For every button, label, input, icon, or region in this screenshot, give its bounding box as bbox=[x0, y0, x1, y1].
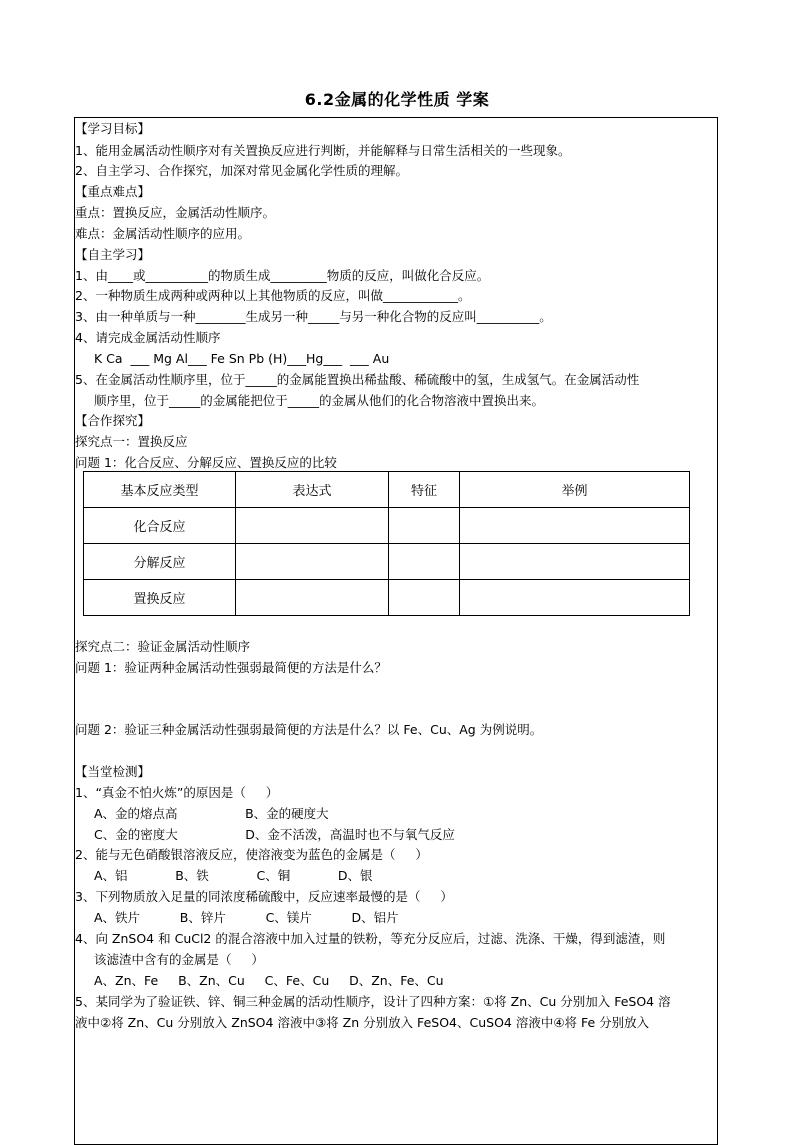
text-line: 4、请完成金属活动性顺序 bbox=[75, 330, 221, 345]
question-line: 问题 2：验证三种金属活动性强弱最简便的方法是什么？以 Fe、Cu、Ag 为例说明。 bbox=[75, 722, 543, 737]
option-line: A、铁片 B、锌片 C、镁片 D、铝片 bbox=[94, 910, 399, 925]
subsection-heading: 探究点二：验证金属活动性顺序 bbox=[75, 639, 251, 654]
option-line: A、金的熔点高 B、金的硬度大 bbox=[94, 806, 329, 821]
table-cell bbox=[236, 508, 389, 544]
option-line: A、铝 B、铁 C、铜 D、银 bbox=[94, 868, 373, 883]
question-line: 5、某同学为了验证铁、锌、铜三种金属的活动性顺序，设计了四种方案：①将 Zn、Cu 分别加入 FeSO4 溶 bbox=[75, 994, 671, 1009]
text-line: 难点：金属活动性顺序的应用。 bbox=[75, 226, 251, 241]
table-header-cell: 基本反应类型 bbox=[84, 472, 236, 508]
table-row bbox=[84, 544, 690, 580]
page-title: 6.2金属的化学性质 学案 bbox=[304, 90, 490, 109]
text-line: 5、在金属活动性顺序里，位于_____的金属能置换出稀盐酸、稀硫酸中的氢，生成氢气。在金属活动性 bbox=[75, 372, 640, 387]
section-heading: 【合作探究】 bbox=[75, 413, 151, 428]
text-line: 3、由一种单质与一种________生成另一种_____与另一种化合物的反应叫__________。 bbox=[75, 309, 552, 324]
table-cell: 置换反应 bbox=[84, 580, 236, 616]
section-heading: 【重点难点】 bbox=[75, 184, 151, 199]
question-line: 液中②将 Zn、Cu 分别放入 ZnSO4 溶液中③将 Zn 分别放入 FeSO4、CuSO4 溶液中④将 Fe 分别放入 bbox=[75, 1015, 650, 1030]
table-cell bbox=[460, 508, 690, 544]
text-line: 2、一种物质生成两种或两种以上其他物质的反应，叫做____________。 bbox=[75, 288, 471, 303]
question-line: 该滤渣中含有的金属是（ ） bbox=[94, 952, 264, 967]
text-line: 顺序里，位于_____的金属能把位于_____的金属从他们的化合物溶液中置换出来。 bbox=[94, 393, 545, 408]
table-cell bbox=[236, 544, 389, 580]
question-line: 1、“真金不怕火炼”的原因是（ ） bbox=[75, 785, 279, 800]
activity-series-line: K Ca ___ Mg Al___ Fe Sn Pb (H)___Hg___ ___ Au bbox=[94, 351, 390, 366]
table-header-cell: 特征 bbox=[389, 472, 460, 508]
table-row bbox=[84, 508, 690, 544]
text-line: 1、能用金属活动性顺序对有关置换反应进行判断，并能解释与日常生活相关的一些现象。 bbox=[75, 143, 571, 158]
section-heading: 【当堂检测】 bbox=[75, 764, 151, 779]
question-line: 问题 1：化合反应、分解反应、置换反应的比较 bbox=[75, 455, 337, 470]
section-heading: 【自主学习】 bbox=[75, 247, 151, 262]
table-cell bbox=[460, 580, 690, 616]
option-line: A、Zn、Fe B、Zn、Cu C、Fe、Cu D、Zn、Fe、Cu bbox=[94, 973, 444, 988]
table-cell bbox=[236, 580, 389, 616]
section-heading: 【学习目标】 bbox=[75, 121, 151, 136]
text-line: 重点：置换反应，金属活动性顺序。 bbox=[75, 205, 276, 220]
table-cell: 化合反应 bbox=[84, 508, 236, 544]
comparison-table bbox=[83, 471, 690, 616]
table-header-row bbox=[84, 472, 690, 508]
table-cell bbox=[389, 580, 460, 616]
table-row bbox=[84, 580, 690, 616]
table-cell bbox=[389, 544, 460, 580]
question-line: 2、能与无色硝酸银溶液反应，使溶液变为蓝色的金属是（ ） bbox=[75, 847, 428, 862]
subsection-heading: 探究点一：置换反应 bbox=[75, 434, 188, 449]
text-line: 2、自主学习、合作探究，加深对常见金属化学性质的理解。 bbox=[75, 163, 408, 178]
question-line: 问题 1：验证两种金属活动性强弱最简便的方法是什么？ bbox=[75, 660, 387, 675]
table-cell bbox=[389, 508, 460, 544]
option-line: C、金的密度大 D、金不活泼，高温时也不与氧气反应 bbox=[94, 827, 455, 842]
question-line: 4、向 ZnSO4 和 CuCl2 的混合溶液中加入过量的铁粉，等充分反应后，过滤、洗涤、干燥，得到滤渣，则 bbox=[75, 931, 666, 946]
table-cell: 分解反应 bbox=[84, 544, 236, 580]
table-header-cell: 表达式 bbox=[236, 472, 389, 508]
table-cell bbox=[460, 544, 690, 580]
table-header-cell: 举例 bbox=[460, 472, 690, 508]
question-line: 3、下列物质放入足量的同浓度稀硫酸中，反应速率最慢的是（ ） bbox=[75, 889, 453, 904]
text-line: 1、由____或__________的物质生成_________物质的反应，叫做化合反应。 bbox=[75, 268, 490, 283]
